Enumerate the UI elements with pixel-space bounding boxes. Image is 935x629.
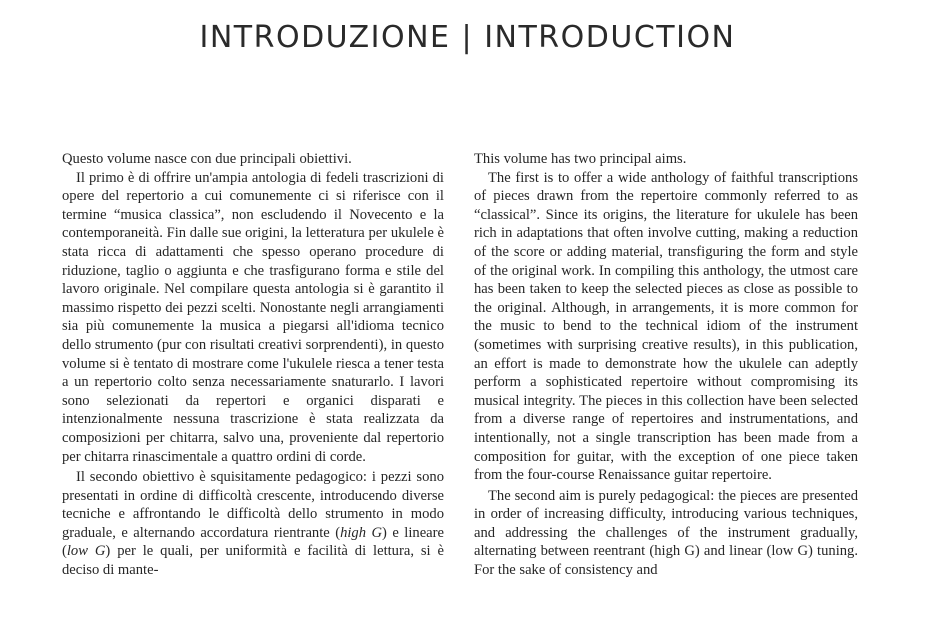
page-title: INTRODUZIONE | INTRODUCTION xyxy=(199,20,736,55)
english-first-aim-paragraph: The first is to offer a wide anthology of faithful transcriptions of pieces drawn from the repertoire commonly referred to as “classical”. Since its origins, the literature for ukulele has been rich in adaptations that often involve cutting, making a reduction of the score or adding material, transfiguring the form and style of the original work. In compiling this anthology, the utmost care has been taken to keep the selected pieces as close as possible to the original. Although, in arrangements, it is more common for the music to bend to the technical idiom of the instrument (sometimes with surprising creative results), in this publication, an effort is made to demonstrate how the ukulele can adeptly perform a sophisticated repertoire without compromising its musical integrity. The pieces in this collection have been selected from a diverse range of repertoires and instrumentations, and intentionally, not a single transcription has been made from a composition for guitar, with the exception of one piece taken from the four-course Renaissance guitar repertoire. xyxy=(474,169,858,484)
bottom-page-fade xyxy=(0,613,935,629)
italian-second-aim-text: Il secondo obiettivo è squisitamente pedagogico: i pezzi sono presentati in ordine di difficoltà crescente, introducendo diverse tecniche e affrontando le difficoltà dello strumento in modo graduale, e alternando accordatura rientrante ( xyxy=(62,469,444,541)
italian-second-aim-text-end: ) per le quali, per uniformità e facilità di lettura, si è deciso di mante- xyxy=(62,543,444,579)
english-second-aim-paragraph: The second aim is purely pedagogical: the pieces are presented in order of increasing difficulty, introducing various techniques, and addressing the challenges of the instrument gradually, alternating between reentrant (high G) and linear (low G) tuning. For the sake of consistency and xyxy=(474,487,858,579)
italian-opening-line: Questo volume nasce con due principali obiettivi. xyxy=(62,151,352,167)
italian-low-g-term: low G xyxy=(66,543,106,560)
italian-high-g-term: high G xyxy=(340,524,383,541)
italian-first-aim-paragraph: Il primo è di offrire un'ampia antologia di fedeli trascrizioni di opere del repertorio a cui comunemente ci si riferisce con il termine “musica classica”, non escludendo il Novecento e la contemporaneità. Fin dalle sue origini, la letteratura per ukulele è stata ricca di adattamenti che spesso operano procedure di riduzione, taglio o aggiunta e che trasfigurano forma e stile del lavoro originale. Nel compilare questa antologia si è garantito il massimo rispetto dei pezzi scelti. Nonostante negli arrangiamenti sia più comunemente la musica a piegarsi all'idioma tecnico dello strumento (pur con risultati creativi sorprendenti), in questo volume si è tentato di mostrare come l'ukulele riesca a tener testa a un repertorio colto senza necessariamente snaturarlo. I lavori sono selezionati da repertori e organici disparati e intenzionalmente nessuna trascrizione è stata realizzata da composizioni per chitarra, salvo una, proveniente dal repertorio per chitarra rinascimentale a quattro ordini di corde. xyxy=(62,169,444,465)
italian-second-aim-text-mid: ) e lineare ( xyxy=(62,524,444,560)
english-opening-line: This volume has two principal aims. xyxy=(474,151,687,167)
english-column xyxy=(474,150,858,580)
italian-column xyxy=(62,150,444,580)
italian-second-aim-paragraph xyxy=(62,468,444,580)
